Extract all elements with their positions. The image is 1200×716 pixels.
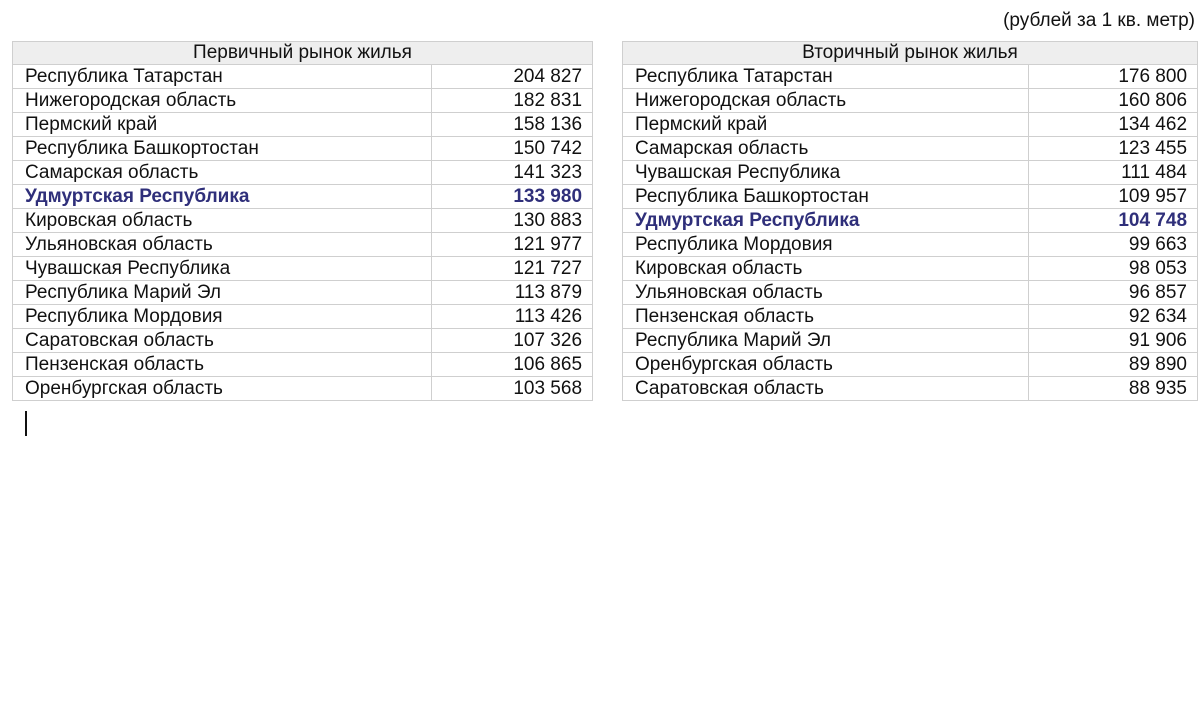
region-cell: Республика Марий Эл [13, 281, 432, 305]
table-row [13, 353, 593, 377]
table-row [623, 137, 1198, 161]
table-row [13, 281, 593, 305]
region-cell: Ульяновская область [623, 281, 1029, 305]
region-cell: Республика Башкортостан [623, 185, 1029, 209]
table-row [623, 353, 1198, 377]
table-row [13, 137, 593, 161]
table-row [623, 305, 1198, 329]
primary-market-table [12, 41, 593, 401]
price-cell: 158 136 [432, 113, 593, 137]
price-cell: 111 484 [1029, 161, 1198, 185]
table-row-highlighted [13, 185, 593, 209]
price-cell: 109 957 [1029, 185, 1198, 209]
table-row [13, 209, 593, 233]
region-cell: Пензенская область [13, 353, 432, 377]
region-cell: Чувашская Республика [13, 257, 432, 281]
region-cell: Республика Татарстан [13, 65, 432, 89]
price-cell: 123 455 [1029, 137, 1198, 161]
price-cell: 106 865 [432, 353, 593, 377]
primary-market-rows [13, 65, 593, 401]
region-cell: Республика Башкортостан [13, 137, 432, 161]
table-row [623, 233, 1198, 257]
price-cell: 130 883 [432, 209, 593, 233]
table-row [13, 233, 593, 257]
region-cell: Удмуртская Республика [13, 185, 432, 209]
price-cell: 98 053 [1029, 257, 1198, 281]
region-cell: Пензенская область [623, 305, 1029, 329]
table-row [623, 89, 1198, 113]
region-cell: Удмуртская Республика [623, 209, 1029, 233]
price-cell: 91 906 [1029, 329, 1198, 353]
secondary-market-rows [623, 65, 1198, 401]
table-row [623, 281, 1198, 305]
text-cursor [25, 411, 27, 436]
region-cell: Ульяновская область [13, 233, 432, 257]
region-cell: Кировская область [623, 257, 1029, 281]
table-row [13, 257, 593, 281]
table-row-highlighted [623, 209, 1198, 233]
price-cell: 99 663 [1029, 233, 1198, 257]
price-cell: 134 462 [1029, 113, 1198, 137]
unit-note: (рублей за 1 кв. метр) [1003, 10, 1195, 31]
price-cell: 88 935 [1029, 377, 1198, 401]
table-row [13, 305, 593, 329]
price-cell: 107 326 [432, 329, 593, 353]
table-row [623, 161, 1198, 185]
region-cell: Кировская область [13, 209, 432, 233]
table-row [623, 329, 1198, 353]
region-cell: Пермский край [13, 113, 432, 137]
region-cell: Нижегородская область [623, 89, 1029, 113]
region-cell: Нижегородская область [13, 89, 432, 113]
table-header-row [13, 42, 593, 65]
table-row [13, 113, 593, 137]
price-cell: 182 831 [432, 89, 593, 113]
table-row [13, 65, 593, 89]
price-cell: 113 879 [432, 281, 593, 305]
table-row [13, 161, 593, 185]
table-row [623, 377, 1198, 401]
table-row [13, 377, 593, 401]
region-cell: Республика Татарстан [623, 65, 1029, 89]
table-row [623, 113, 1198, 137]
price-cell: 92 634 [1029, 305, 1198, 329]
price-cell: 103 568 [432, 377, 593, 401]
price-cell: 133 980 [432, 185, 593, 209]
price-cell: 89 890 [1029, 353, 1198, 377]
price-cell: 96 857 [1029, 281, 1198, 305]
region-cell: Саратовская область [623, 377, 1029, 401]
region-cell: Республика Марий Эл [623, 329, 1029, 353]
price-cell: 204 827 [432, 65, 593, 89]
price-cell: 121 727 [432, 257, 593, 281]
region-cell: Пермский край [623, 113, 1029, 137]
price-cell: 150 742 [432, 137, 593, 161]
region-cell: Самарская область [13, 161, 432, 185]
region-cell: Чувашская Республика [623, 161, 1029, 185]
table-row [623, 185, 1198, 209]
table-row [13, 89, 593, 113]
price-cell: 104 748 [1029, 209, 1198, 233]
price-cell: 141 323 [432, 161, 593, 185]
price-cell: 160 806 [1029, 89, 1198, 113]
region-cell: Саратовская область [13, 329, 432, 353]
region-cell: Самарская область [623, 137, 1029, 161]
table-row [623, 257, 1198, 281]
price-cell: 113 426 [432, 305, 593, 329]
secondary-market-table [622, 41, 1198, 401]
secondary-market-title: Вторичный рынок жилья [623, 42, 1198, 65]
region-cell: Республика Мордовия [13, 305, 432, 329]
table-header-row [623, 42, 1198, 65]
price-cell: 176 800 [1029, 65, 1198, 89]
region-cell: Оренбургская область [623, 353, 1029, 377]
region-cell: Республика Мордовия [623, 233, 1029, 257]
primary-market-title: Первичный рынок жилья [13, 42, 593, 65]
table-row [623, 65, 1198, 89]
region-cell: Оренбургская область [13, 377, 432, 401]
table-row [13, 329, 593, 353]
price-cell: 121 977 [432, 233, 593, 257]
